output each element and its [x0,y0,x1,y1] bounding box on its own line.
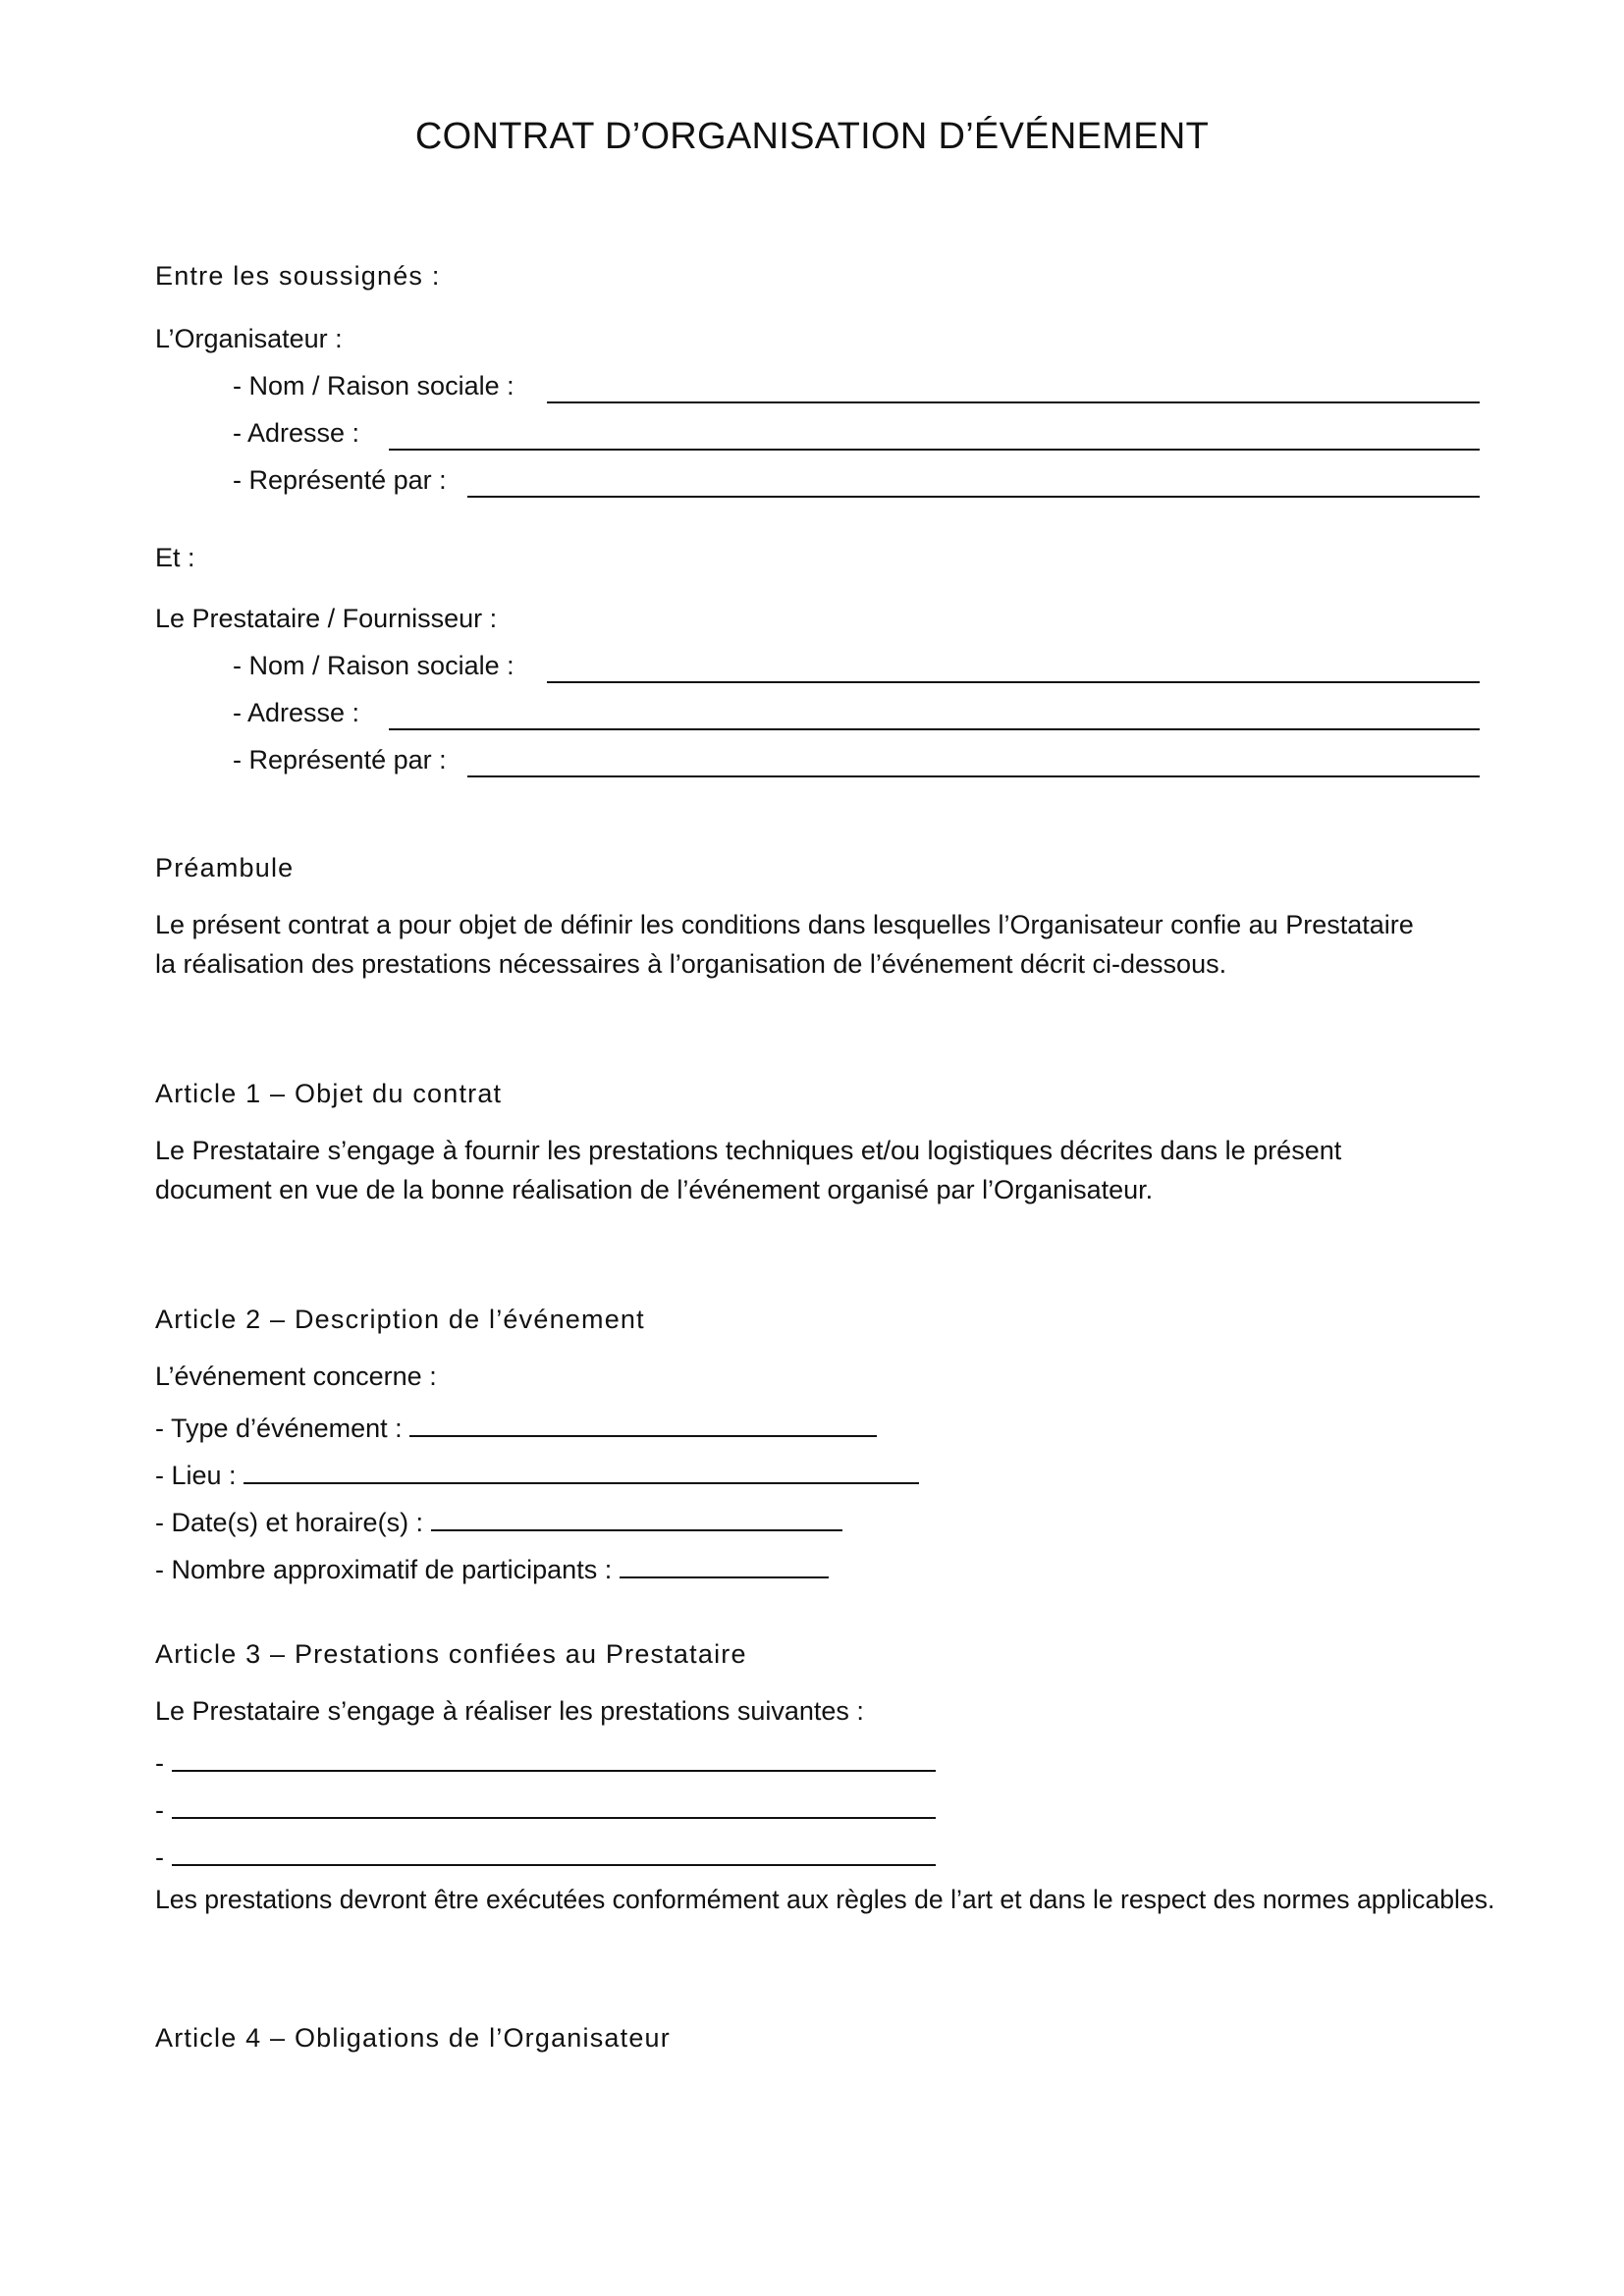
article2-type-label: - Type d’événement : [155,1414,403,1443]
et-label: Et : [155,543,195,572]
article3-heading: Article 3 – Prestations confiées au Prestataire [155,1639,747,1669]
article2-heading: Article 2 – Description de l’événement [155,1305,645,1334]
article3-bullet: - [155,1842,164,1872]
organisateur-represente-field[interactable] [467,496,1480,498]
prestataire-represente-label: - Représenté par : [233,745,447,774]
article2-dates-label: - Date(s) et horaire(s) : [155,1508,424,1537]
article2-type-field[interactable] [409,1409,877,1437]
preambule-line-1: Le présent contrat a pour objet de définir les conditions dans lesquelles l’Organisateur confie au Prestataire [155,910,1414,939]
article3-item-field[interactable] [172,1790,936,1819]
prestataire-represente-field[interactable] [467,775,1480,777]
preambule-line-2: la réalisation des prestations nécessaires à l’organisation de l’événement décrit ci-dessous. [155,949,1227,979]
article3-bullet: - [155,1795,164,1825]
article2-dates-field[interactable] [431,1503,842,1531]
document-title: CONTRAT D’ORGANISATION D’ÉVÉNEMENT [414,116,1210,157]
article3-item-row [155,1790,936,1826]
prestataire-label: Le Prestataire / Fournisseur : [155,604,498,633]
article2-dates-row [155,1503,842,1538]
article2-lieu-row [155,1456,919,1491]
preambule-heading: Préambule [155,853,295,882]
prestataire-adresse-field[interactable] [389,728,1480,730]
article2-type-row [155,1409,877,1444]
article3-bullet: - [155,1748,164,1778]
organisateur-nom-label: - Nom / Raison sociale : [233,371,514,400]
article2-lieu-field[interactable] [244,1456,919,1484]
organisateur-adresse-label: - Adresse : [233,418,360,448]
organisateur-nom-field[interactable] [547,401,1480,403]
article2-participants-field[interactable] [620,1550,829,1578]
article2-intro: L’événement concerne : [155,1362,437,1391]
prestataire-nom-label: - Nom / Raison sociale : [233,651,514,680]
prestataire-nom-field[interactable] [547,681,1480,683]
organisateur-represente-label: - Représenté par : [233,465,447,495]
article3-item-row [155,1743,936,1779]
article3-intro: Le Prestataire s’engage à réaliser les prestations suivantes : [155,1696,864,1726]
article3-item-field[interactable] [172,1743,936,1772]
article3-item-row [155,1838,936,1873]
organisateur-label: L’Organisateur : [155,324,343,353]
article2-participants-label: - Nombre approximatif de participants : [155,1555,613,1584]
article2-lieu-label: - Lieu : [155,1461,237,1490]
organisateur-adresse-field[interactable] [389,449,1480,451]
article1-line-1: Le Prestataire s’engage à fournir les prestations techniques et/ou logistiques décrites dans le présent [155,1136,1342,1165]
article2-participants-row [155,1550,829,1585]
article1-heading: Article 1 – Objet du contrat [155,1079,503,1108]
article4-heading: Article 4 – Obligations de l’Organisateur [155,2023,671,2053]
prestataire-adresse-label: - Adresse : [233,698,360,727]
article1-line-2: document en vue de la bonne réalisation de l’événement organisé par l’Organisateur. [155,1175,1154,1204]
article3-item-field[interactable] [172,1838,936,1866]
article3-closing: Les prestations devront être exécutées conformément aux règles de l’art et dans le respect des normes applicables. [155,1885,1495,1914]
parties-intro: Entre les soussignés : [155,261,441,291]
